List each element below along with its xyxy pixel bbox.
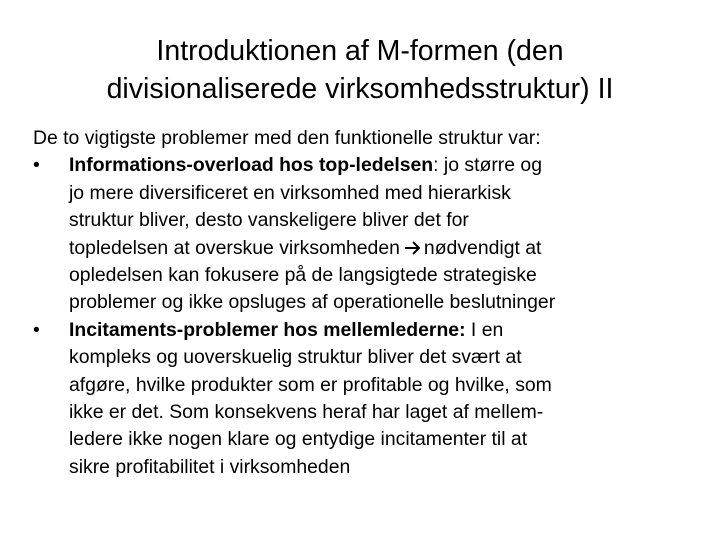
intro-text: De to vigtigste problemer med den funktionelle struktur var:: [33, 127, 541, 149]
bullet-line: ledere ikke nogen klare og entydige incitamenter til at: [69, 428, 528, 451]
bullet-heading: Incitaments-problemer hos mellemlederne:: [69, 318, 466, 341]
bullet-line: problemer og ikke opsluges af operationelle beslutninger: [69, 291, 556, 314]
title-line-2: divisionaliserede virksomhedsstruktur) II: [106, 73, 614, 105]
bullet-line: opledelsen kan fokusere på de langsigtede strategiske: [69, 264, 537, 287]
bullet-list: [33, 152, 701, 481]
bullet-text: nødvendigt at: [423, 236, 542, 259]
bullet-line: sikre profitabilitet i virksomheden: [69, 455, 351, 478]
bullet-text: : jo større og: [433, 154, 542, 177]
bullet-text: topledelsen at overskue virksomheden: [69, 236, 400, 259]
bullet-line: [69, 235, 701, 262]
bullet-line: kompleks og uoverskuelig struktur bliver det svært at: [69, 346, 522, 369]
bullet-item-information-overload: [33, 152, 701, 316]
slide-title: [30, 32, 690, 108]
right-arrow-icon: [404, 240, 422, 256]
bullet-text: I en: [465, 318, 504, 341]
bullet-line: jo mere diversificeret en virksomhed med hierarkisk: [69, 181, 511, 204]
bullet-heading: Informations-overload hos top-ledelsen: [69, 154, 434, 177]
bullet-line: [69, 152, 701, 179]
bullet-line: struktur bliver, desto vanskeligere bliver det for: [69, 209, 469, 232]
slide-body: [33, 125, 701, 481]
bullet-icon: •: [33, 318, 40, 341]
bullet-line: ikke er det. Som konsekvens heraf har laget af mellem-: [69, 401, 544, 424]
bullet-icon: •: [33, 154, 40, 177]
bullet-line: [69, 317, 701, 344]
bullet-item-incentive-problems: [33, 317, 701, 481]
bullet-line: afgøre, hvilke produkter som er profitable og hvilke, som: [69, 373, 552, 396]
title-line-1: Introduktionen af M-formen (den: [156, 35, 564, 67]
